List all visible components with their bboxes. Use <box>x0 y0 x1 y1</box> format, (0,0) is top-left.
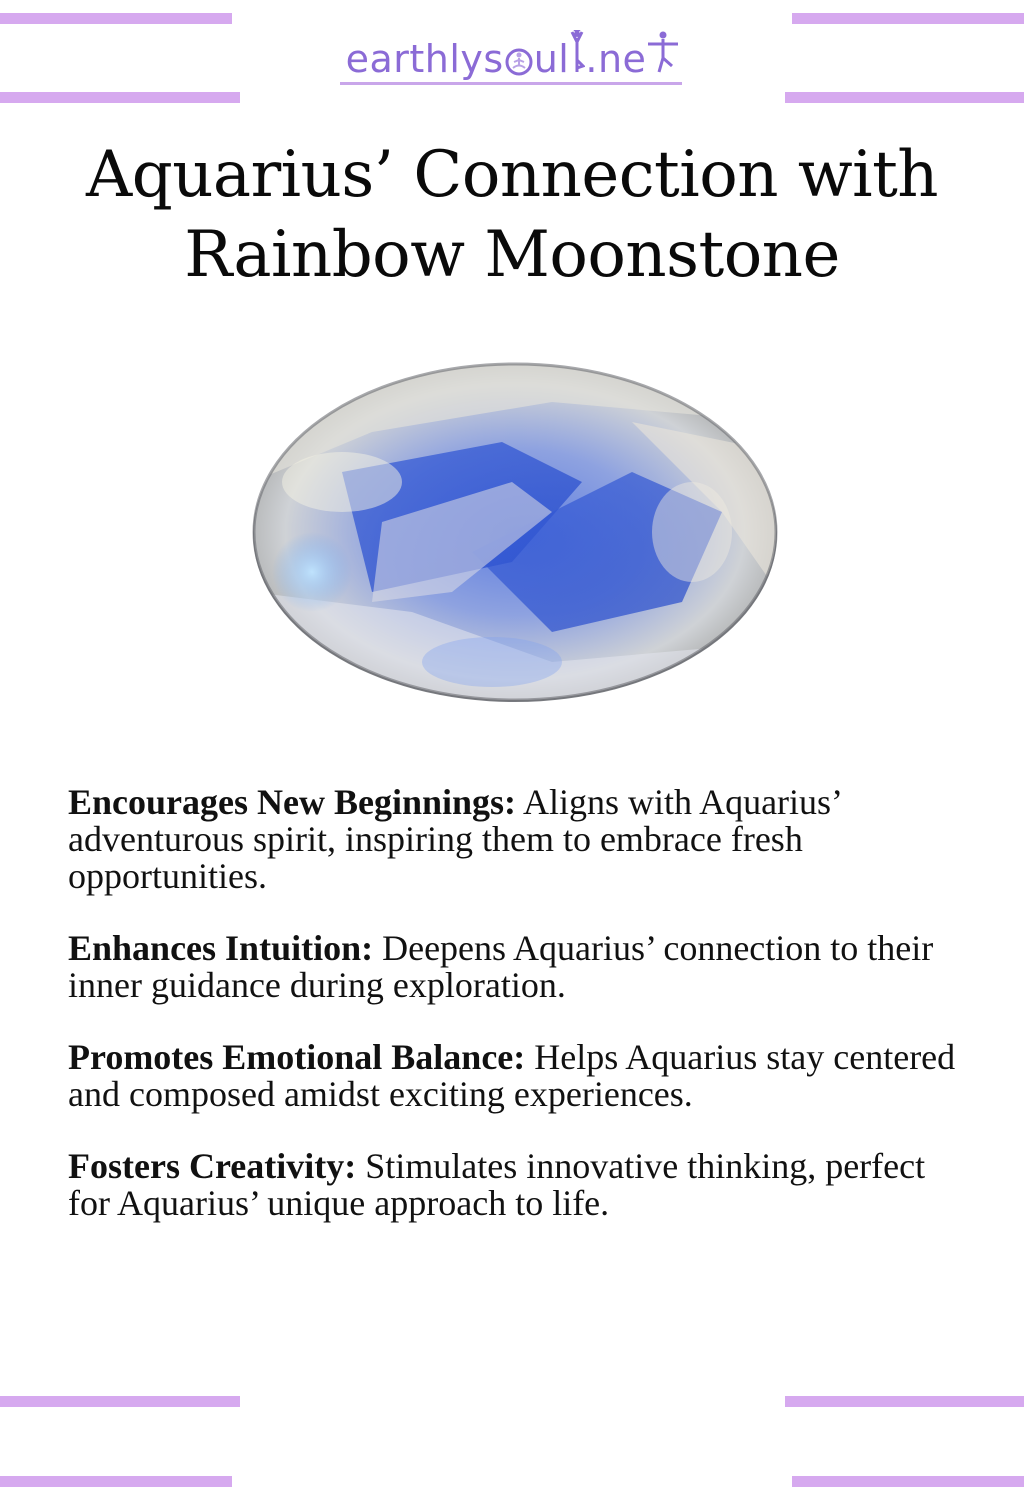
title-line-1: Aquarius’ Connection with <box>86 138 938 212</box>
benefit-label: Fosters Creativity: <box>68 1146 357 1186</box>
bottom-right-bar-2 <box>792 1476 1024 1487</box>
top-left-bar-2 <box>0 92 240 103</box>
benefit-text: Aligns with Aquarius’ adventurous spirit, inspiring them to embrace fresh opportunities. <box>68 782 841 896</box>
benefit-item <box>68 1148 958 1222</box>
bottom-left-bar-2 <box>0 1476 232 1487</box>
logo-underline <box>340 82 682 85</box>
benefit-text: Stimulates innovative thinking, perfect for Aquarius’ unique approach to life. <box>68 1146 926 1223</box>
benefit-text: Helps Aquarius stay centered and composed amidst exciting experiences. <box>68 1037 956 1114</box>
tree-pose-icon <box>569 30 585 74</box>
logo-wordmark: earthlys ul .ne <box>346 30 681 84</box>
top-right-bar-1 <box>792 13 1024 24</box>
meditation-icon <box>504 46 534 76</box>
benefit-item <box>68 1039 958 1113</box>
benefit-text: Deepens Aquarius’ connection to their inner guidance during exploration. <box>68 928 934 1005</box>
top-left-bar-1 <box>0 13 232 24</box>
brand-logo[interactable] <box>338 30 688 90</box>
top-right-bar-2 <box>785 92 1024 103</box>
benefits-list <box>68 784 958 1257</box>
moonstone-image <box>252 362 778 702</box>
bottom-left-bar-1 <box>0 1396 240 1407</box>
benefit-label: Promotes Emotional Balance: <box>68 1037 526 1077</box>
benefit-item <box>68 930 958 1004</box>
dancer-pose-icon <box>646 30 680 74</box>
title-line-2: Rainbow Moonstone <box>184 218 840 292</box>
bottom-right-bar-1 <box>785 1396 1024 1407</box>
benefit-label: Encourages New Beginnings: <box>68 782 517 822</box>
page-title <box>0 135 1024 295</box>
benefit-item <box>68 784 958 895</box>
benefit-label: Enhances Intuition: <box>68 928 374 968</box>
